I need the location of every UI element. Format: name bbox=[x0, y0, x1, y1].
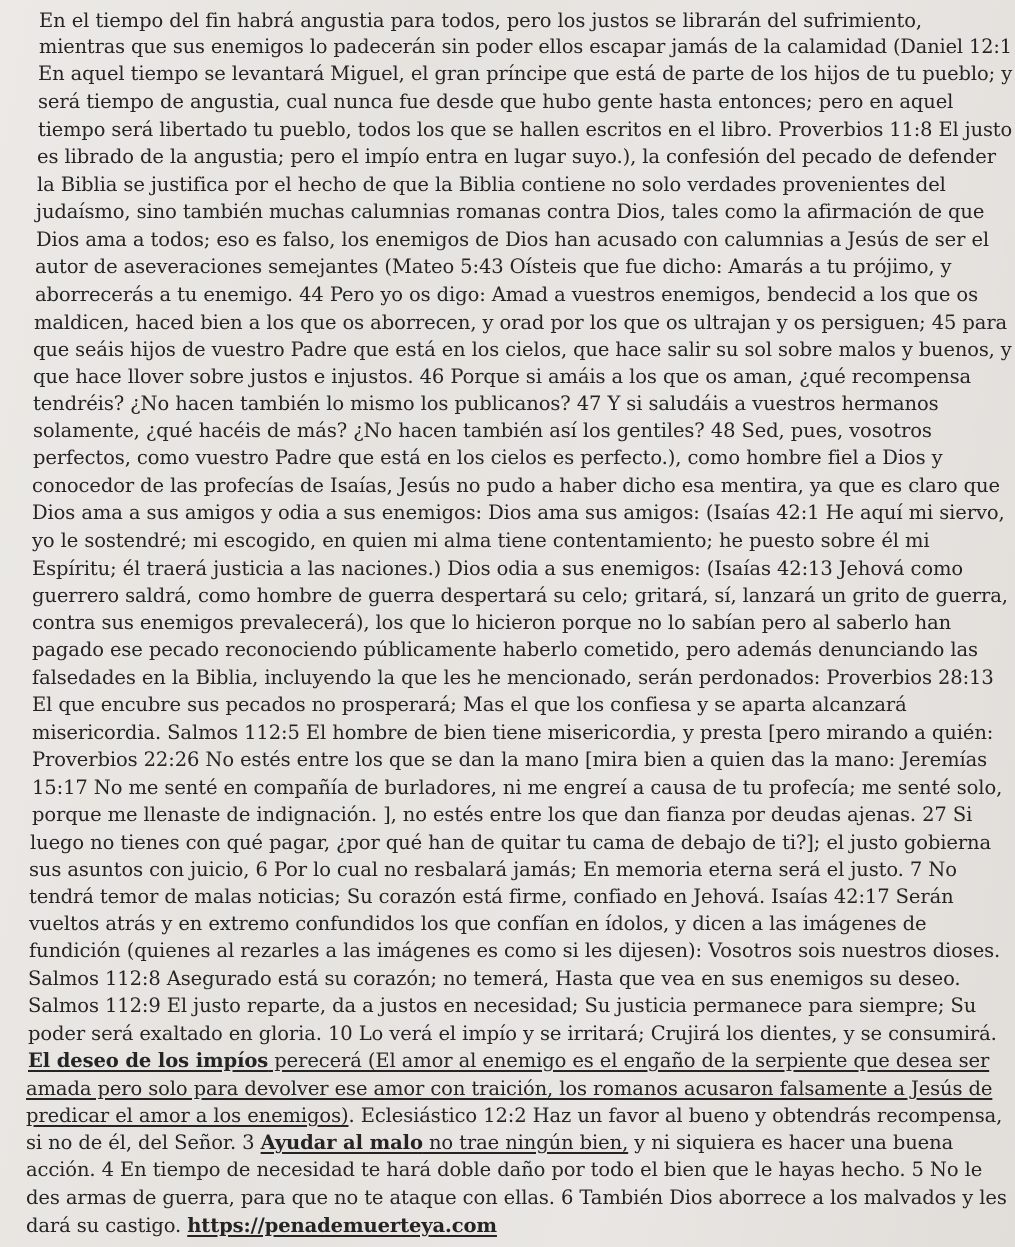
text-run: yo le sostendré; mi escogido, en quien mi alma tiene contentamiento; he puesto sobre él mi bbox=[32, 529, 930, 552]
text-line bbox=[32, 610, 951, 636]
text-run: tendrá temor de malas noticias; Su corazón está firme, confiado en Jehová. Isaías 42:17 Serán bbox=[29, 885, 954, 908]
text-run: sus asuntos con juicio, 6 Por lo cual no resbalará jamás; En memoria eterna será el justo. 7 No bbox=[29, 858, 957, 881]
text-run: Dios ama a todos; eso es falso, los enemigos de Dios han acusado con calumnias a Jesús de ser el bbox=[36, 228, 990, 251]
text-run: poder será exaltado en gloria. 10 Lo verá el impío y se irritará; Crujirá los dientes, y se consumirá. bbox=[28, 1022, 997, 1045]
text-line bbox=[36, 227, 989, 253]
text-line bbox=[39, 34, 1012, 60]
text-run: solamente, ¿qué hacéis de más? ¿No hacen también así los gentiles? 48 Sed, pues, vosotros bbox=[33, 419, 932, 442]
text-run: judaísmo, sino también muchas calumnias romanas contra Dios, tales como la afirmación de que bbox=[36, 200, 985, 223]
text-run: si no de él, del Señor. 3 bbox=[26, 1131, 261, 1154]
bold-underlined-phrase: Ayudar al malo bbox=[260, 1131, 423, 1154]
text-line bbox=[36, 199, 984, 225]
text-line bbox=[26, 1185, 1007, 1211]
text-line bbox=[28, 1048, 989, 1074]
underlined-run: predicar el amor a los enemigos) bbox=[26, 1104, 349, 1127]
text-run: autor de aseveraciones semejantes (Mateo 5:43 Oísteis que fue dicho: Amarás a tu prójimo, y bbox=[35, 255, 952, 278]
text-run: porque me llenaste de indignación. ], no estés entre los que dan fianza por deudas ajenas. 27 Si bbox=[32, 803, 973, 826]
text-line bbox=[32, 528, 930, 554]
text-run: des armas de guerra, para que no te ataque con ellas. 6 También Dios aborrece a los malvados y les bbox=[26, 1186, 1007, 1209]
text-run: vueltos atrás y en extremo confundidos los que confían en ídolos, y dicen a las imágenes de bbox=[29, 912, 927, 935]
text-line bbox=[30, 830, 991, 856]
text-line bbox=[35, 282, 978, 308]
underlined-run: perecerá (El amor al enemigo es el engaño de la serpiente que desea ser bbox=[268, 1049, 990, 1072]
text-line bbox=[32, 473, 1000, 499]
text-line bbox=[29, 857, 957, 883]
text-line bbox=[34, 310, 1007, 336]
text-line bbox=[32, 775, 1002, 801]
text-run: Salmos 112:9 El justo reparte, da a justos en necesidad; Su justicia permanece para siempre; Su bbox=[28, 994, 977, 1017]
text-run: falsedades en la Biblia, incluyendo la que les he mencionado, serán perdonados: Proverbios 28:13 bbox=[32, 666, 994, 689]
text-line bbox=[26, 1213, 497, 1239]
text-run: es librado de la angustia; pero el impío entra en lugar suyo.), la confesión del pecado de defender bbox=[37, 145, 996, 168]
text-run: maldicen, haced bien a los que os aborrecen, y orad por los que os ultrajan y os persiguen; 45 para bbox=[34, 311, 1008, 334]
text-line bbox=[32, 747, 987, 773]
text-line bbox=[33, 391, 939, 417]
text-run: En aquel tiempo se levantará Miguel, el gran príncipe que está de parte de los hijos de tu pueblo; y bbox=[38, 62, 1013, 85]
text-line bbox=[32, 802, 972, 828]
text-run: será tiempo de angustia, cual nunca fue desde que hubo gente hasta entonces; pero en aquel bbox=[38, 90, 954, 113]
text-run: dará su castigo. bbox=[26, 1214, 188, 1237]
bold-underlined-phrase: El deseo de los impíos bbox=[28, 1049, 269, 1072]
text-line bbox=[28, 966, 961, 992]
text-run: la Biblia se justifica por el hecho de que la Biblia contiene no solo verdades provenientes del bbox=[37, 173, 946, 196]
text-line bbox=[37, 144, 996, 170]
text-line bbox=[29, 911, 926, 937]
text-run: perfectos, como vuestro Padre que está en los cielos es perfecto.), como hombre fiel a Dios y bbox=[33, 446, 943, 469]
text-line bbox=[32, 500, 1005, 526]
text-run: luego no tienes con qué pagar, ¿por qué han de quitar tu cama de debajo de ti?]; el justo gobierna bbox=[30, 831, 992, 854]
text-run: Salmos 112:8 Asegurado está su corazón; no temerá, Hasta que vea en sus enemigos su deseo. bbox=[28, 967, 961, 990]
underlined-run: amada pero solo para devolver ese amor con traición, los romanos acusaron falsamente a Jesús de bbox=[26, 1077, 993, 1100]
text-run: aborrecerás a tu enemigo. 44 Pero yo os digo: Amad a vuestros enemigos, bendecid a los que os bbox=[35, 283, 978, 306]
text-line bbox=[38, 89, 953, 115]
underlined-run: no trae ningún bien, bbox=[422, 1131, 629, 1154]
text-run: conocedor de las profecías de Isaías, Jesús no pudo a haber dicho esa mentira, ya que es claro que bbox=[32, 474, 1000, 497]
text-run: que hace llover sobre justos e injustos. 46 Porque si amáis a los que os aman, ¿qué recompensa bbox=[33, 365, 972, 388]
website-link[interactable]: https://penademuerteya.com bbox=[187, 1214, 497, 1237]
text-line bbox=[32, 637, 978, 663]
text-line bbox=[29, 884, 954, 910]
text-run: Dios ama a sus amigos y odia a sus enemigos: Dios ama sus amigos: (Isaías 42:1 He aquí mi siervo, bbox=[32, 501, 1005, 524]
text-run: guerrero saldrá, como hombre de guerra despertará su celo; gritará, sí, lanzará un grito de guerra, bbox=[32, 584, 1008, 607]
text-line bbox=[26, 1076, 992, 1102]
text-line bbox=[26, 1130, 953, 1156]
text-line bbox=[32, 583, 1008, 609]
text-line bbox=[29, 938, 1000, 964]
text-line bbox=[33, 418, 932, 444]
text-line bbox=[39, 8, 922, 34]
text-line bbox=[26, 1103, 1002, 1129]
text-line bbox=[28, 993, 976, 1019]
text-line bbox=[38, 117, 1012, 143]
text-run: mientras que sus enemigos lo padecerán sin poder ellos escapar jamás de la calamidad (Daniel 12:1 bbox=[39, 35, 1012, 58]
text-line bbox=[26, 1157, 982, 1183]
text-run: Proverbios 22:26 No estés entre los que se dan la mano [mira bien a quien das la mano: Jeremías bbox=[32, 748, 988, 771]
text-line bbox=[33, 445, 943, 471]
text-run: fundición (quienes al rezarles a las imágenes es como si les dijesen): Vosotros sois nuestros dioses. bbox=[29, 939, 1001, 962]
text-run: que seáis hijos de vuestro Padre que está en los cielos, que hace salir su sol sobre malos y buenos, y bbox=[33, 338, 1012, 361]
text-run: misericordia. Salmos 112:5 El hombre de bien tiene misericordia, y presta [pero mirando a quién: bbox=[32, 721, 994, 744]
text-line bbox=[35, 254, 951, 280]
text-run: contra sus enemigos prevalecerá), los que lo hicieron porque no lo sabían pero al saberlo han bbox=[32, 611, 952, 634]
text-run: . Eclesiástico 12:2 Haz un favor al bueno y obtendrás recompensa, bbox=[348, 1104, 1003, 1127]
text-line bbox=[28, 1021, 997, 1047]
text-line bbox=[32, 720, 993, 746]
text-line bbox=[32, 556, 963, 582]
text-line bbox=[37, 172, 946, 198]
text-line bbox=[33, 364, 971, 390]
text-run: acción. 4 En tiempo de necesidad te hará doble daño por todo el bien que le hayas hecho. 5 No le bbox=[26, 1158, 983, 1181]
text-run: En el tiempo del fin habrá angustia para todos, pero los justos se librarán del sufrimiento, bbox=[39, 9, 922, 32]
text-run: y ni siquiera es hacer una buena bbox=[628, 1131, 954, 1154]
text-run: pagado ese pecado reconociendo públicamente haberlo cometido, pero además denunciando las bbox=[32, 638, 978, 661]
text-run: tendréis? ¿No hacen también lo mismo los publicanos? 47 Y si saludáis a vuestros hermanos bbox=[33, 392, 939, 415]
text-line bbox=[38, 61, 1012, 87]
text-run: Espíritu; él traerá justicia a las naciones.) Dios odia a sus enemigos: (Isaías 42:13 Jehová como bbox=[32, 557, 964, 580]
text-run: 15:17 No me senté en compañía de burladores, ni me engreí a causa de tu profecía; me senté solo, bbox=[32, 776, 1003, 799]
text-line bbox=[33, 337, 1012, 363]
text-run: tiempo será libertado tu pueblo, todos los que se hallen escritos en el libro. Proverbios 11:8 El justo bbox=[38, 118, 1013, 141]
text-line bbox=[32, 692, 907, 718]
text-line bbox=[32, 665, 994, 691]
text-run: El que encubre sus pecados no prosperará; Mas el que los confiesa y se aparta alcanzará bbox=[32, 693, 907, 716]
